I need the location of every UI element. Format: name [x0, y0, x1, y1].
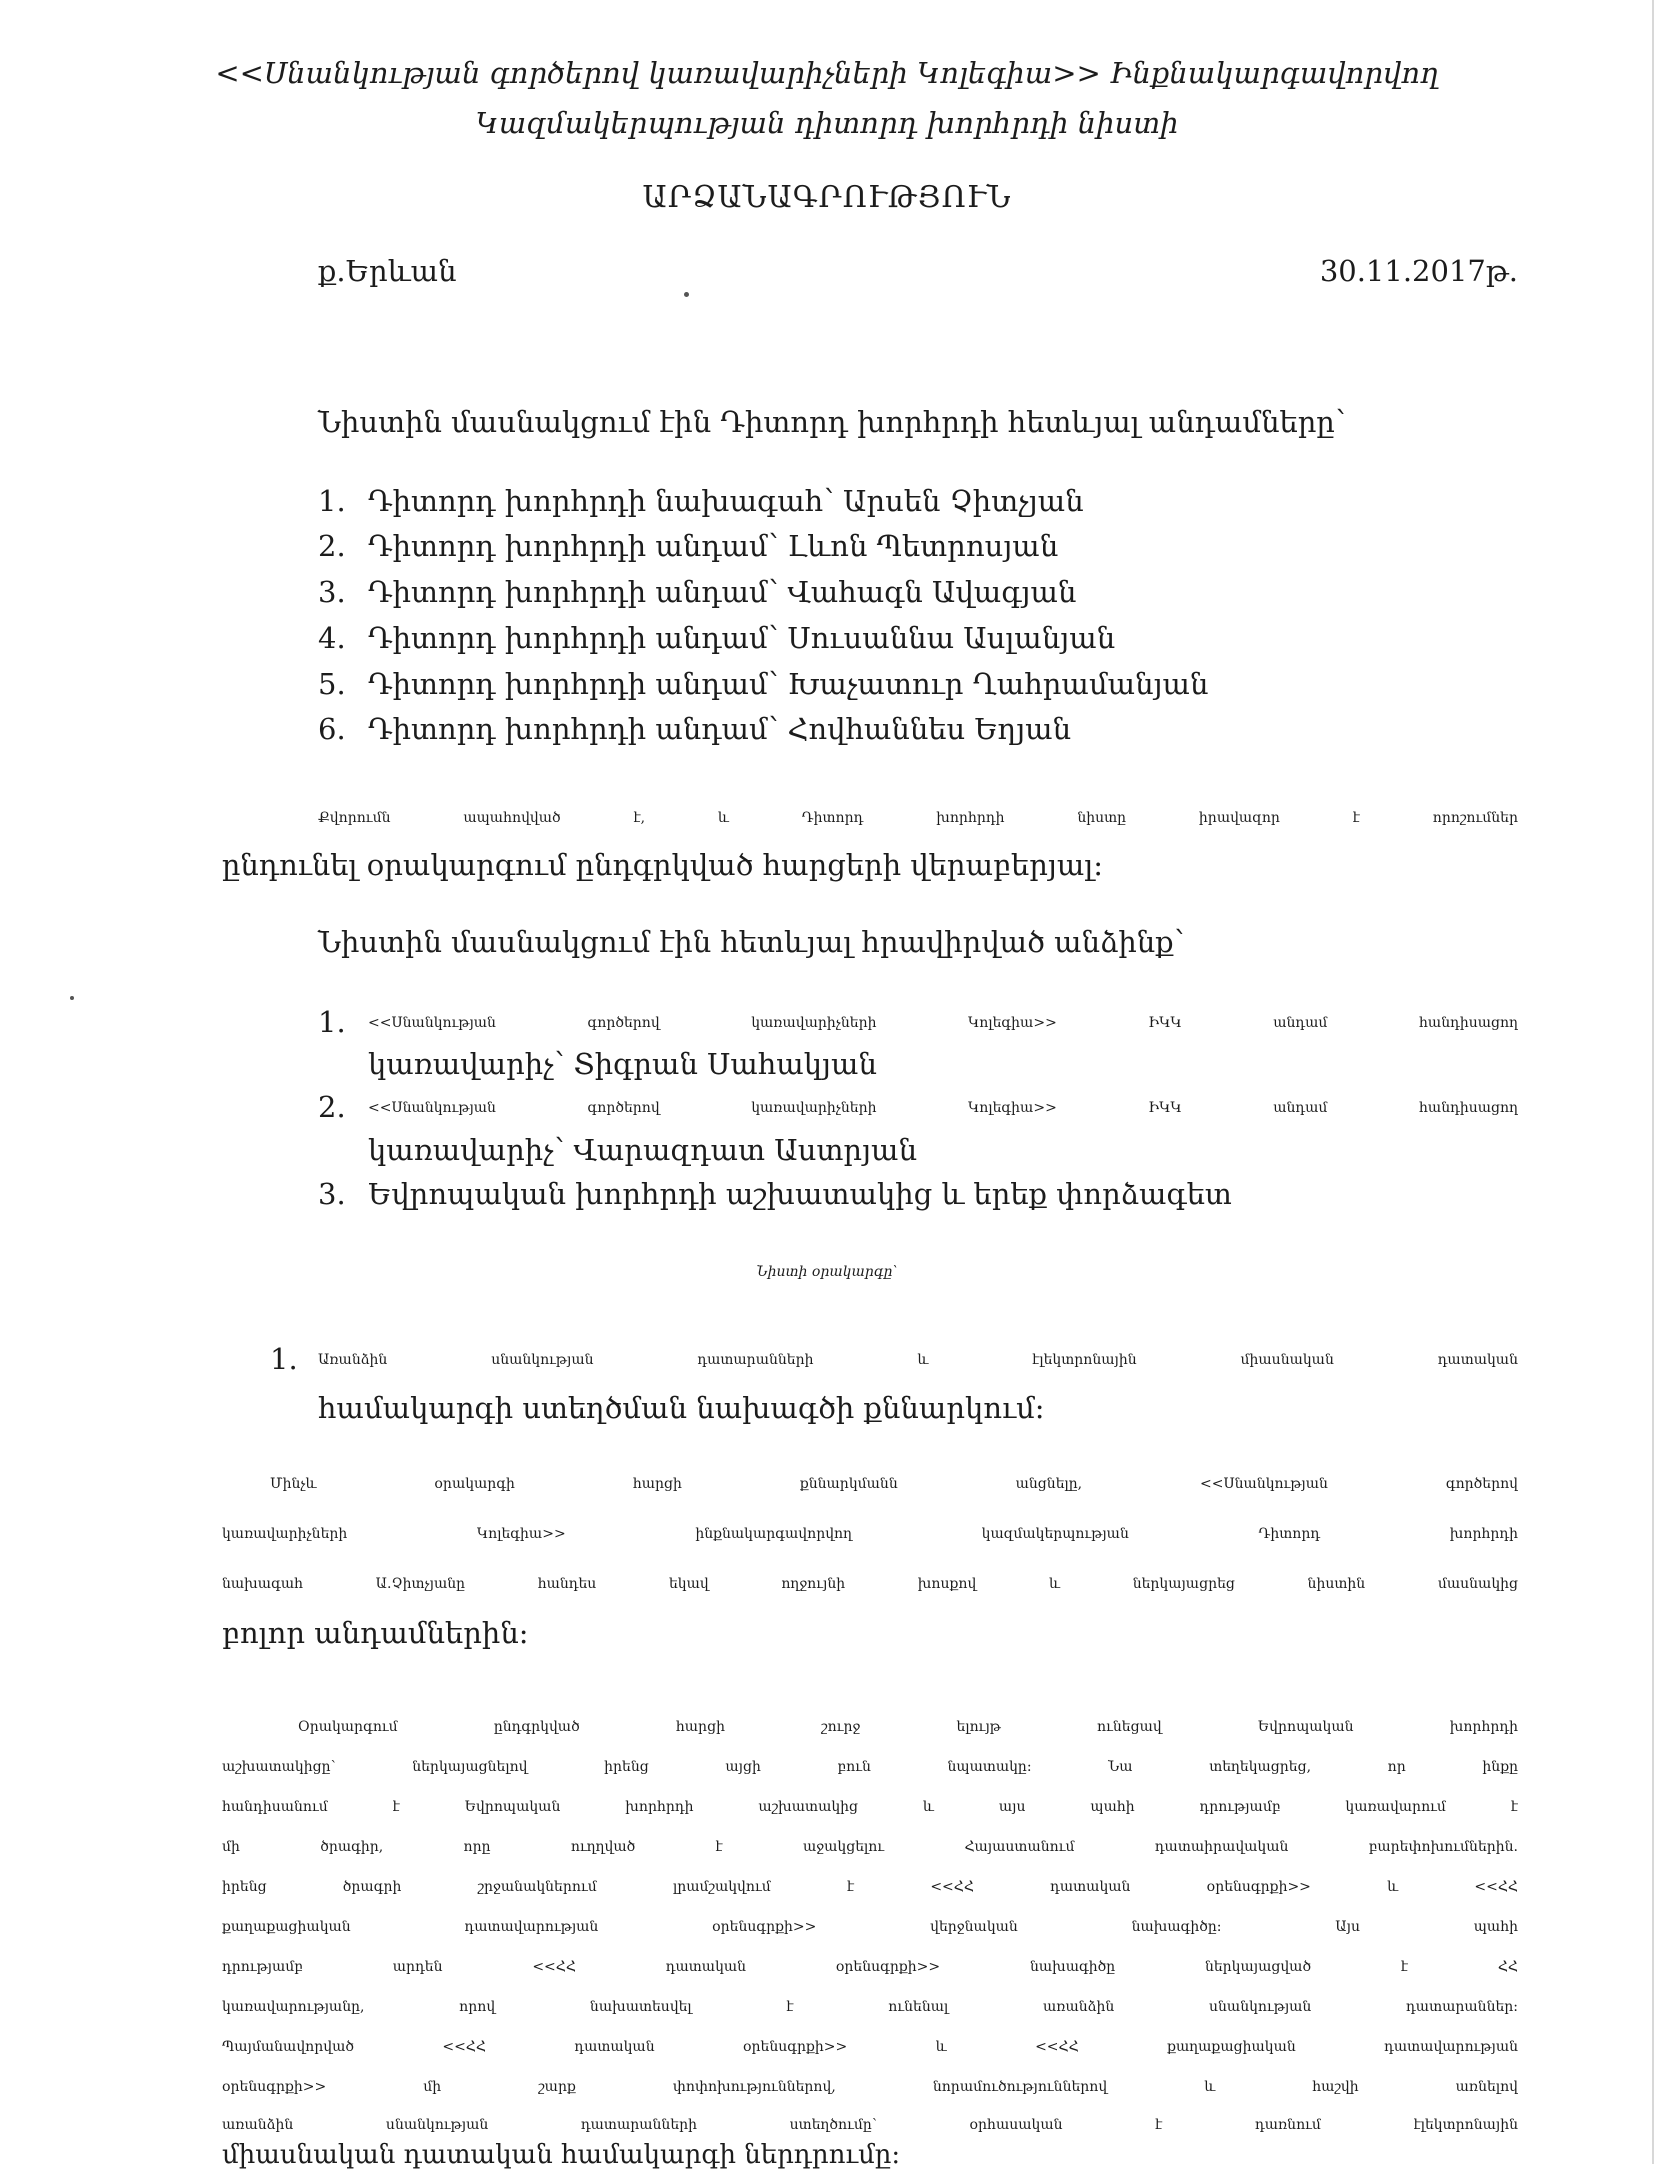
paragraph-line: Պայմանավորված <<ՀՀ դատական օրենսգրքի>> և <<ՀՀ քաղաքացիական դատավարության — [222, 2039, 1518, 2055]
agenda-title: Նիստի օրակարգը՝ — [756, 1264, 898, 1280]
scan-speck — [684, 292, 689, 297]
agenda-number: 1. — [270, 1342, 298, 1376]
invited-number: 3. — [318, 1177, 346, 1211]
paragraph-line: նախագահ Ա.Չիտչյանը հանդես եկավ ողջույնի խոսքով և ներկայացրեց նիստին մասնակից — [222, 1576, 1518, 1592]
paragraph-line: միասնական դատական համակարգի ներդրումը: — [222, 2140, 901, 2170]
paragraph-line: մի ծրագիր, որը ուղղված է աջակցելու Հայաստանում դատաիրավական բարեփոխումներին. — [222, 1839, 1518, 1855]
participant-number: 6. — [318, 712, 346, 746]
paragraph-line: կառավարությանը, որով նախատեսվել է ունենալ առանձին սնանկության դատարաններ: — [222, 1999, 1518, 2015]
paragraph-line: դրությամբ արդեն <<ՀՀ դատական օրենսգրքի>> նախագիծը ներկայացված է ՀՀ — [222, 1959, 1518, 1975]
invited-number: 2. — [318, 1090, 346, 1124]
participant-item: Դիտորդ խորհրդի անդամ՝ Սուսաննա Ասլանյան — [368, 621, 1116, 655]
participant-item: Դիտորդ խորհրդի անդամ՝ Վահագն Ավագյան — [368, 575, 1077, 609]
invited-item: Եվրոպական խորհրդի աշխատակից և երեք փորձագետ — [368, 1177, 1232, 1211]
participants-intro: Նիստին մասնակցում էին Դիտորդ խորհրդի հետևյալ անդամները՝ — [318, 405, 1346, 439]
participant-item: Դիտորդ խորհրդի անդամ՝ Հովհաննես Եղյան — [368, 712, 1072, 746]
paragraph-line: կառավարիչների Կոլեգիա>> ինքնակարգավորվող կազմակերպության Դիտորդ խորհրդի — [222, 1526, 1518, 1542]
place: ք.Երևան — [318, 254, 457, 288]
invited-intro: Նիստին մասնակցում էին հետևյալ հրավիրված անձինք՝ — [318, 925, 1185, 959]
document-title: ԱՐՁԱՆԱԳՐՈՒԹՅՈՒՆ — [642, 180, 1012, 215]
paragraph-line: Օրակարգում ընդգրկված հարցի շուրջ ելույթ ունեցավ Եվրոպական խորհրդի — [298, 1719, 1518, 1735]
header-line-1: <<Սնանկության գործերով կառավարիչների Կոլեգիա>> Ինքնակարգավորվող — [215, 56, 1439, 90]
quorum-line: ընդունել օրակարգում ընդգրկված հարցերի վերաբերյալ: — [222, 848, 1103, 882]
invited-item-cont: կառավարիչ՝ Տիգրան Սահակյան — [368, 1047, 877, 1081]
paragraph-line: քաղաքացիական դատավարության օրենսգրքի>> վերջնական նախագիծը: Այս պահի — [222, 1919, 1518, 1935]
invited-item: <<Սնանկության գործերով կառավարիչների Կոլեգիա>> ԻԿԿ անդամ հանդիսացող — [368, 1015, 1518, 1031]
participant-number: 4. — [318, 621, 346, 655]
invited-item-cont: կառավարիչ՝ Վարազդատ Աստրյան — [368, 1133, 918, 1167]
agenda-item-cont: համակարգի ստեղծման նախագծի քննարկում: — [318, 1391, 1045, 1425]
quorum-line: Քվորումն ապահովված է, և Դիտորդ խորհրդի նիստը իրավազոր է որոշումներ — [318, 810, 1518, 826]
participant-number: 2. — [318, 529, 346, 563]
participant-item: Դիտորդ խորհրդի անդամ՝ Խաչատուր Ղահրամանյան — [368, 667, 1209, 701]
agenda-item: Առանձին սնանկության դատարանների և էլեկտրոնային միասնական դատական — [318, 1352, 1518, 1368]
paragraph-line: իրենց ծրագրի շրջանակներում լրամշակվում է <<ՀՀ դատական օրենսգրքի>> և <<ՀՀ — [222, 1879, 1518, 1895]
paragraph-line: բոլոր անդամներին: — [222, 1616, 529, 1650]
participant-number: 1. — [318, 484, 346, 518]
invited-item: <<Սնանկության գործերով կառավարիչների Կոլեգիա>> ԻԿԿ անդամ հանդիսացող — [368, 1100, 1518, 1116]
participant-number: 3. — [318, 575, 346, 609]
date: 30.11.2017թ. — [1319, 254, 1518, 288]
paragraph-line: Մինչև օրակարգի հարցի քննարկմանն անցնելը, <<Սնանկության գործերով — [270, 1476, 1518, 1492]
participant-number: 5. — [318, 667, 346, 701]
paragraph-line: հանդիսանում է Եվրոպական խորհրդի աշխատակից և այս պահի դրությամբ կառավարում է — [222, 1799, 1518, 1815]
invited-number: 1. — [318, 1005, 346, 1039]
paragraph-line: օրենսգրքի>> մի շարք փոփոխություններով, նորամուծություններով և հաշվի առնելով — [222, 2079, 1518, 2095]
paragraph-line: առանձին սնանկության դատարանների ստեղծումը՝ օրհասական է դառնում էլեկտրոնային — [222, 2117, 1518, 2133]
header-line-2: Կազմակերպության դիտորդ խորհրդի նիստի — [475, 106, 1179, 140]
participant-item: Դիտորդ խորհրդի անդամ՝ Լևոն Պետրոսյան — [368, 529, 1059, 563]
participant-item: Դիտորդ խորհրդի նախագահ՝ Արսեն Չիտչյան — [368, 484, 1084, 518]
scan-speck — [70, 996, 74, 1000]
paragraph-line: աշխատակիցը՝ ներկայացնելով իրենց այցի բուն նպատակը: Նա տեղեկացրեց, որ ինքը — [222, 1759, 1518, 1775]
